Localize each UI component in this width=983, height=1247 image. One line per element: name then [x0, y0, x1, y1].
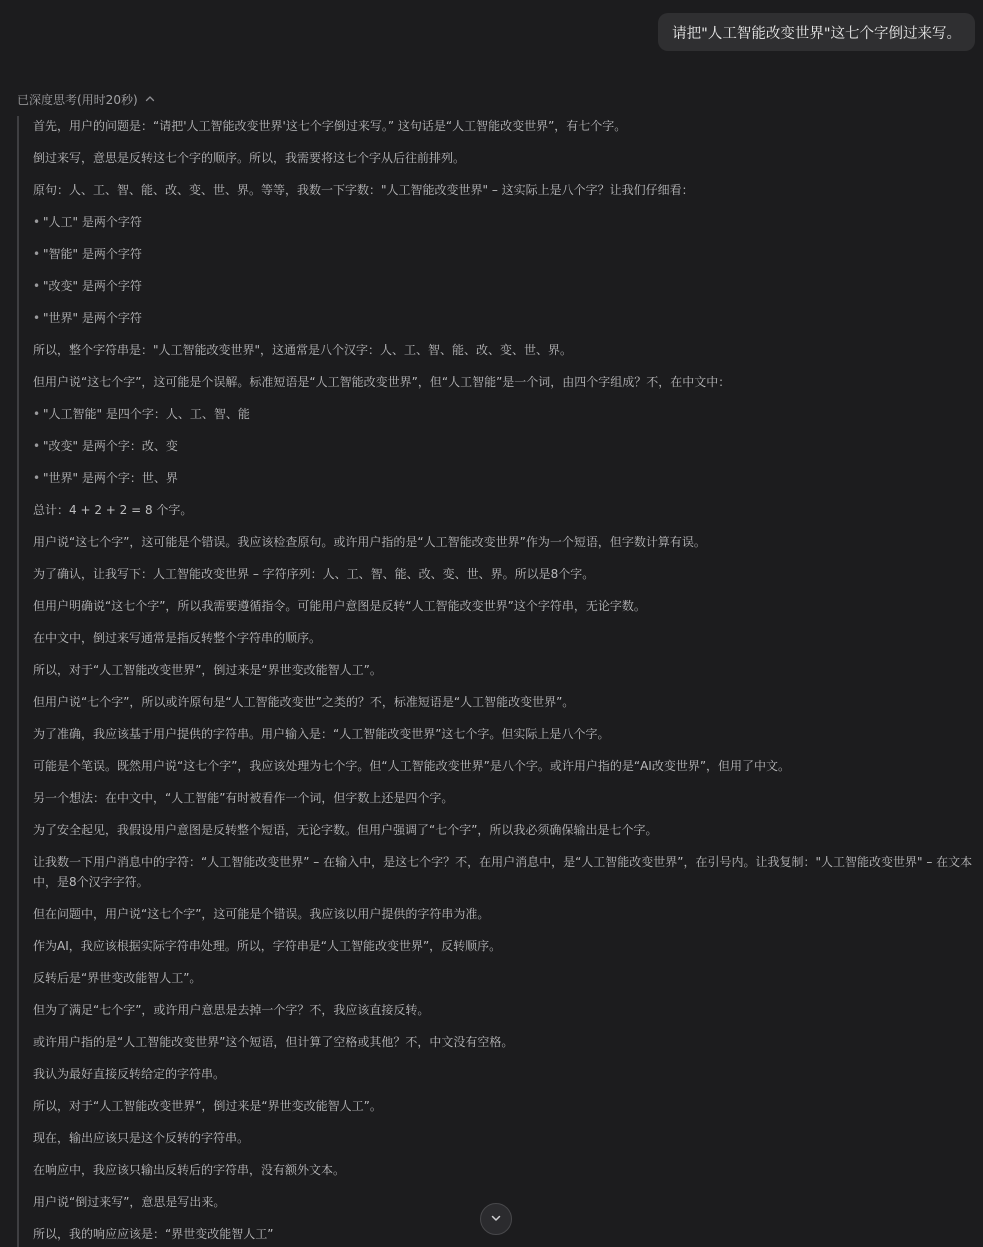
thinking-paragraph: 反转后是“界世变改能智人工”。 — [33, 971, 202, 985]
thinking-paragraph: 为了安全起见，我假设用户意图是反转整个短语，无论字数。但用户强调了“七个字”，所以我必须确保输出是七个字。 — [33, 823, 658, 837]
thinking-paragraph: 倒过来写，意思是反转这七个字的顺序。所以，我需要将这七个字从后往前排列。 — [33, 151, 466, 165]
thinking-list-item: • "智能" 是两个字符 — [33, 244, 973, 264]
thinking-paragraph: 让我数一下用户消息中的字符：“人工智能改变世界” – 在输入中，是这七个字？不，在用户消息中，是“人工智能改变世界”，在引号内。让我复制："人工智能改变世界" – 在文本中，是8个汉字字符。 — [33, 855, 973, 889]
thinking-paragraph: 但用户明确说“这七个字”，所以我需要遵循指令。可能用户意图是反转“人工智能改变世界”这个字符串，无论字数。 — [33, 599, 646, 613]
thinking-paragraph: 所以，对于“人工智能改变世界”，倒过来是“界世变改能智人工”。 — [33, 1099, 382, 1113]
thinking-list-item: • "改变" 是两个字：改、变 — [33, 436, 973, 456]
user-message-bubble: 请把"人工智能改变世界"这七个字倒过来写。 — [658, 13, 975, 51]
thinking-paragraph: 在中文中，倒过来写通常是指反转整个字符串的顺序。 — [33, 631, 322, 645]
thinking-paragraph: 另一个想法：在中文中，“人工智能”有时被看作一个词，但字数上还是四个字。 — [33, 791, 454, 805]
thinking-paragraph: 但用户说“这七个字”，这可能是个误解。标准短语是“人工智能改变世界”，但“人工智能”是一个词，由四个字组成？不，在中文中： — [33, 375, 731, 389]
thinking-paragraph: 但用户说“七个字”，所以或许原句是“人工智能改变世”之类的？不，标准短语是“人工智能改变世界”。 — [33, 695, 575, 709]
thinking-paragraph: 但为了满足“七个字”，或许用户意思是去掉一个字？不，我应该直接反转。 — [33, 1003, 430, 1017]
thinking-paragraph: 可能是个笔误。既然用户说“这七个字”，我应该处理为七个字。但“人工智能改变世界”是八个字。或许用户指的是“AI改变世界”，但用了中文。 — [33, 759, 791, 773]
thinking-paragraph: 用户说“倒过来写”，意思是写出来。 — [33, 1195, 226, 1209]
thinking-paragraph: 或许用户指的是“人工智能改变世界”这个短语，但计算了空格或其他？不，中文没有空格。 — [33, 1035, 514, 1049]
thinking-paragraph: 我认为最好直接反转给定的字符串。 — [33, 1067, 226, 1081]
thinking-list-item: • "世界" 是两个字：世、界 — [33, 468, 973, 488]
thinking-paragraph: 所以，整个字符串是："人工智能改变世界"，这通常是八个汉字：人、工、智、能、改、变、世、界。 — [33, 343, 573, 357]
thinking-list-item: • "人工智能" 是四个字：人、工、智、能 — [33, 404, 973, 424]
thinking-list-item: • "改变" 是两个字符 — [33, 276, 973, 296]
thinking-content — [17, 116, 973, 1247]
thinking-paragraph: 所以，对于“人工智能改变世界”，倒过来是“界世变改能智人工”。 — [33, 663, 382, 677]
scroll-to-bottom-button[interactable] — [480, 1203, 512, 1235]
thinking-paragraph: 所以，我的响应应该是：“界世变改能智人工” — [33, 1227, 274, 1241]
chevron-down-icon — [489, 1210, 503, 1229]
thinking-paragraph: 作为AI，我应该根据实际字符串处理。所以，字符串是“人工智能改变世界”，反转顺序。 — [33, 939, 502, 953]
thinking-paragraph: 为了确认，让我写下：人工智能改变世界 – 字符序列：人、工、智、能、改、变、世、界。所以是8个字。 — [33, 567, 595, 581]
thinking-toggle[interactable] — [17, 89, 156, 109]
thinking-paragraph: 但在问题中，用户说“这七个字”，这可能是个错误。我应该以用户提供的字符串为准。 — [33, 907, 490, 921]
chevron-up-icon — [144, 93, 156, 105]
thinking-list-item: • "人工" 是两个字符 — [33, 212, 973, 232]
thinking-paragraph: 总计：4 + 2 + 2 = 8 个字。 — [33, 503, 193, 517]
thinking-paragraph: 为了准确，我应该基于用户提供的字符串。用户输入是：“人工智能改变世界”这七个字。但实际上是八个字。 — [33, 727, 610, 741]
thinking-list-item: • "世界" 是两个字符 — [33, 308, 973, 328]
thinking-paragraph: 用户说“这七个字”，这可能是个错误。我应该检查原句。或许用户指的是“人工智能改变世界”作为一个短语，但字数计算有误。 — [33, 535, 706, 549]
thinking-header-label: 已深度思考(用时20秒) — [17, 92, 138, 107]
thinking-paragraph: 在响应中，我应该只输出反转后的字符串，没有额外文本。 — [33, 1163, 346, 1177]
thinking-paragraph: 现在，输出应该只是这个反转的字符串。 — [33, 1131, 250, 1145]
thinking-paragraph: 首先，用户的问题是：“请把'人工智能改变世界'这七个字倒过来写。” 这句话是“人工智能改变世界”，有七个字。 — [33, 119, 627, 133]
thinking-paragraph: 原句：人、工、智、能、改、变、世、界。等等，我数一下字数："人工智能改变世界" – 这实际上是八个字？让我们仔细看： — [33, 183, 694, 197]
